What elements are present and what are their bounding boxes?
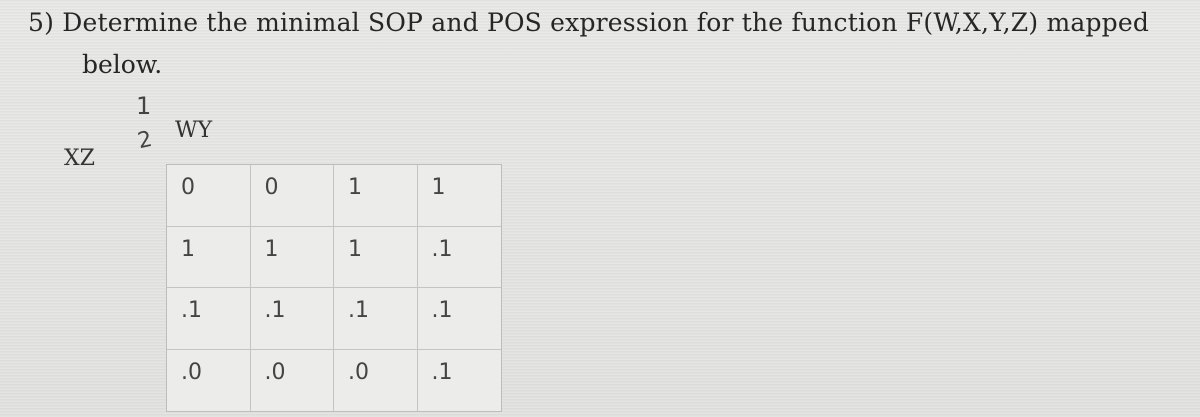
kmap-row-variables-label: XZ [64, 146, 95, 171]
kmap-cell-value: .1 [348, 298, 369, 323]
kmap-column-variables-label: WY [175, 118, 213, 143]
kmap-cell-value: .1 [431, 298, 453, 323]
kmap-cell-value: .1 [431, 359, 453, 385]
kmap-cell-value: .1 [264, 298, 286, 323]
kmap-cell-value: 1 [431, 175, 446, 200]
handwritten-mark-2: 2 [135, 126, 155, 155]
kmap-cell [251, 165, 335, 227]
kmap-cell-value: 1 [181, 236, 195, 262]
kmap-cell [334, 350, 418, 412]
question-text-line-2: below. [82, 50, 163, 79]
kmap-cell-value: .0 [348, 359, 369, 385]
kmap-cell [167, 227, 251, 289]
kmap-cell [167, 165, 251, 227]
kmap-cell [167, 350, 251, 412]
kmap-cell-value: 0 [264, 175, 279, 200]
kmap-cell [418, 350, 502, 412]
question-text-line-1: 5) Determine the minimal SOP and POS expression for the function F(W,X,Y,Z) mapped [28, 8, 1150, 37]
kmap-cell-value: 1 [348, 236, 362, 262]
kmap-cell [418, 227, 502, 289]
kmap-cell [334, 227, 418, 289]
kmap-cell-value: .1 [181, 298, 202, 323]
kmap-cell [418, 165, 502, 227]
kmap-cell [418, 288, 502, 350]
kmap-cell-value: .1 [431, 236, 453, 262]
karnaugh-map [166, 164, 502, 412]
kmap-cell-value: .0 [181, 359, 202, 385]
kmap-cell-value: 1 [264, 236, 279, 262]
kmap-cell [251, 227, 335, 289]
kmap-cell [251, 350, 335, 412]
kmap-cell [334, 165, 418, 227]
kmap-cell-value: .0 [264, 359, 286, 385]
kmap-cell-value: 1 [348, 175, 362, 200]
kmap-cell [334, 288, 418, 350]
handwritten-mark-1: 1 [136, 92, 152, 120]
kmap-cell [167, 288, 251, 350]
kmap-cell-value: 0 [181, 175, 195, 200]
kmap-cell [251, 288, 335, 350]
